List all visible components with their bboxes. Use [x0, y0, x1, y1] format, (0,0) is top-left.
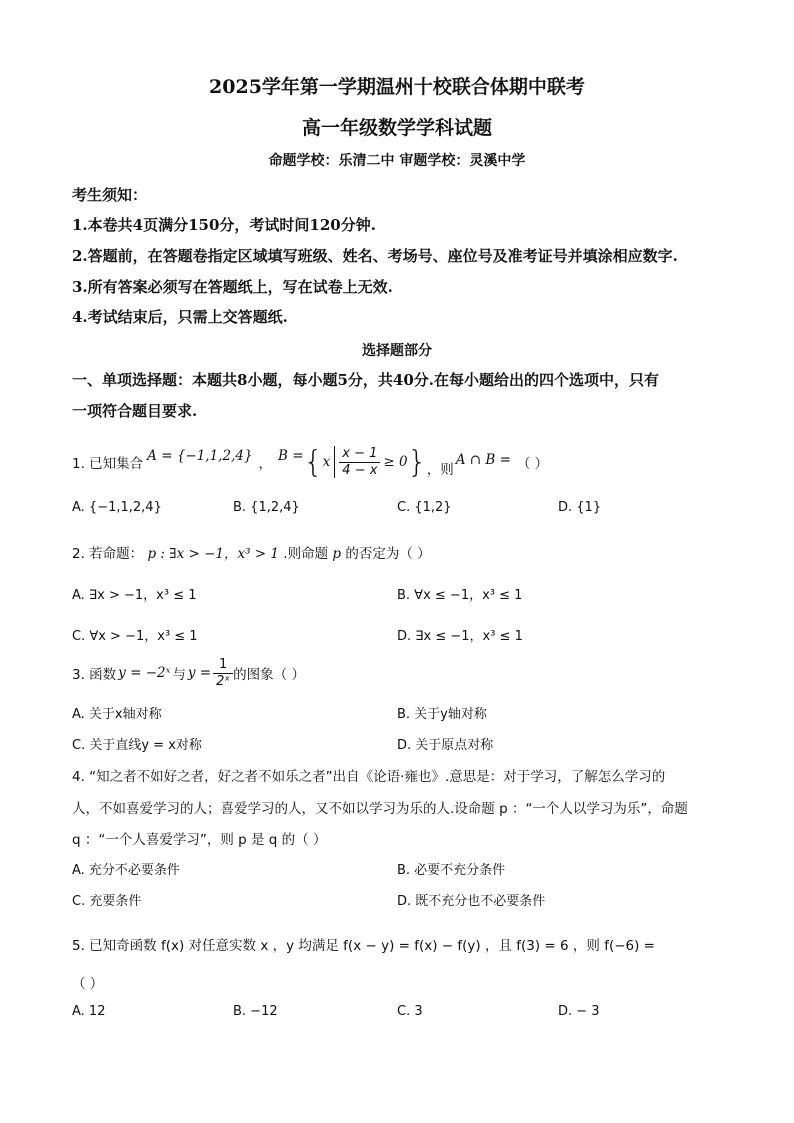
- q2-option-b[interactable]: B. ∀x ≤ −1，x³ ≤ 1: [397, 588, 523, 603]
- q4-line-2: 人，不如喜爱学习的人；喜爱学习的人，又不如以学习为乐的人.设命题 p ：“一个人以学习为乐”，命题: [72, 801, 688, 817]
- q1-fraction: $\frac{x - 1}{4 - x}$: [339, 446, 380, 479]
- q1-set-b-lhs: B =: [278, 448, 304, 464]
- q1-option-c[interactable]: C. {1,2}: [397, 500, 452, 515]
- question-2-stem: [72, 542, 431, 562]
- q4-option-c[interactable]: C. 充要条件: [72, 894, 142, 909]
- q5-option-a[interactable]: A. 12: [72, 1004, 106, 1019]
- q3-option-d[interactable]: D. 关于原点对称: [397, 738, 494, 753]
- q1-set-a: A = {−1,1,2,4}: [147, 448, 253, 464]
- q1-suffix: ，则: [426, 462, 454, 478]
- q5-option-d[interactable]: D. − 3: [558, 1004, 600, 1019]
- q4-option-a[interactable]: A. 充分不必要条件: [72, 863, 180, 878]
- q3-option-c[interactable]: C. 关于直线y = x对称: [72, 738, 202, 753]
- q2-option-a[interactable]: A. ∃x > −1，x³ ≤ 1: [72, 588, 197, 603]
- exam-title: 2025学年第一学期温州十校联合体期中联考: [209, 76, 585, 98]
- q1-relation: ≥ 0: [383, 454, 408, 470]
- q1-expression: A ∩ B =: [455, 452, 511, 468]
- question-3-stem: [72, 654, 305, 692]
- q1-prefix: 1. 已知集合: [72, 456, 144, 472]
- q4-option-d[interactable]: D. 既不充分也不必要条件: [397, 894, 546, 909]
- q3-fraction: $\frac{1}{\text{2ˣ}}$: [213, 657, 233, 690]
- q3-option-b[interactable]: B. 关于y轴对称: [397, 707, 487, 722]
- q2-p: p: [332, 546, 342, 562]
- section-part-title: 选择题部分: [362, 343, 432, 359]
- q1-answer-paren: （ ）: [516, 456, 549, 472]
- section-intro-line1: 一、单项选择题：本题共8小题，每小题5分，共40分.在每小题给出的四个选项中，只有: [72, 371, 659, 389]
- q2-option-c[interactable]: C. ∀x > −1，x³ ≤ 1: [72, 629, 198, 644]
- q3-stem-a: 3. 函数: [72, 667, 117, 683]
- q4-line-1: 4. “知之者不如好之者，好之者不如乐之者”出自《论语·雍也》.意思是：对于学习，了解怎么学习的: [72, 769, 666, 785]
- q1-option-d[interactable]: D. {1}: [558, 500, 602, 515]
- q2-proposition: p : ∃x > −1，x³ > 1: [147, 546, 279, 562]
- q2-stem-b: .则命题: [283, 546, 329, 562]
- q1-option-a[interactable]: A. {−1,1,2,4}: [72, 500, 162, 515]
- q4-option-b[interactable]: B. 必要不充分条件: [397, 863, 506, 878]
- q1-option-b[interactable]: B. {1,2,4}: [233, 500, 300, 515]
- q2-option-d[interactable]: D. ∃x ≤ −1，x³ ≤ 1: [397, 629, 523, 644]
- notice-heading: 考生须知：: [72, 186, 148, 204]
- q5-option-c[interactable]: C. 3: [397, 1004, 423, 1019]
- q3-stem-b: 与: [172, 667, 186, 683]
- q2-stem-a: 2. 若命题：: [72, 546, 144, 562]
- notice-item-2: 2.答题前，在答题卷指定区域填写班级、姓名、考场号、座位号及准考证号并填涂相应数字.: [72, 247, 678, 265]
- q3-stem-c: 的图象（ ）: [233, 667, 305, 683]
- section-intro-line2: 一项符合题目要求.: [72, 402, 198, 420]
- q3-func-1: y = −2ˣ: [118, 665, 171, 681]
- notice-item-4: 4.考试结束后，只需上交答题纸.: [72, 308, 288, 326]
- q4-line-3: q ：“一个人喜爱学习”，则 p 是 q 的（ ）: [72, 832, 327, 848]
- q1-set-b-var: x: [322, 454, 331, 470]
- q5-option-b[interactable]: B. −12: [233, 1004, 278, 1019]
- notice-item-1: 1.本卷共4页满分150分，考试时间120分钟.: [72, 216, 376, 234]
- notice-item-3: 3.所有答案必须写在答题纸上，写在试卷上无效.: [72, 278, 393, 296]
- q2-stem-c: 的否定为（ ）: [345, 546, 431, 562]
- exam-subtitle: 高一年级数学学科试题: [301, 117, 492, 139]
- exam-schools: 命题学校：乐清二中 审题学校：灵溪中学: [268, 153, 526, 169]
- q5-line-2: （ ）: [72, 976, 104, 992]
- q3-option-a[interactable]: A. 关于x轴对称: [72, 707, 162, 722]
- q5-line-1: 5. 已知奇函数 f(x) 对任意实数 x ，y 均满足 f(x − y) = f(x) − f(y) ，且 f(3) = 6 ，则 f(−6) =: [72, 938, 655, 954]
- question-1-stem: 1. 已知集合 A = {−1,1,2,4} ， B = { x $\frac{x - 1}{4 - x}$ ≥ 0 } ，则 A ∩ B = （ ）: [72, 444, 549, 480]
- q3-func-2-lhs: y =: [187, 665, 212, 681]
